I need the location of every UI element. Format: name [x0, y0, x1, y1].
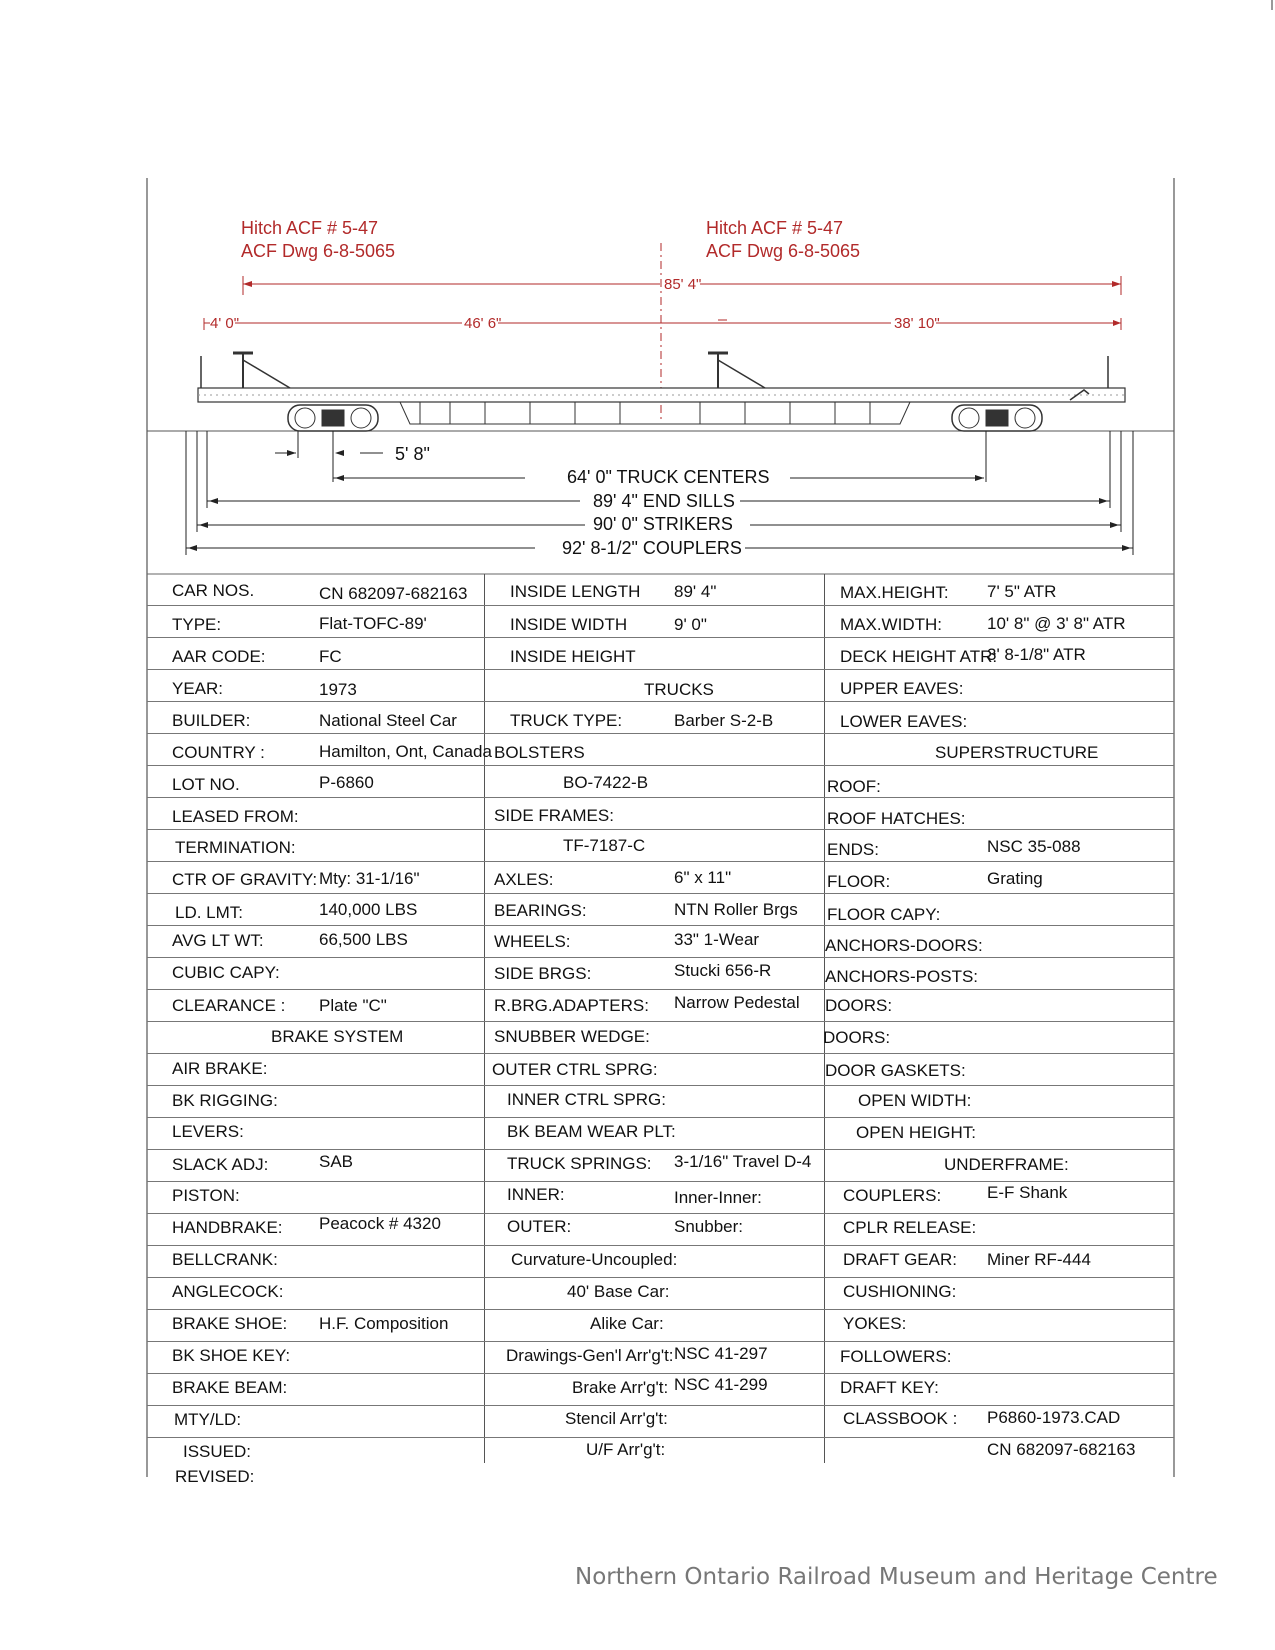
aar-code-value: FC: [319, 647, 342, 666]
wheels-label: WHEELS:: [494, 932, 571, 951]
floor-value: Grating: [987, 869, 1043, 888]
inner-ctrl-sprg-label: INNER CTRL SPRG:: [507, 1090, 667, 1109]
truck-type-label: TRUCK TYPE:: [510, 711, 623, 730]
draft-gear-label: DRAFT GEAR:: [843, 1250, 957, 1269]
underframe-header: UNDERFRAME:: [944, 1155, 1069, 1174]
bolsters-label: BOLSTERS: [494, 743, 585, 762]
draft-gear-value: Miner RF-444: [987, 1250, 1091, 1269]
country-label: COUNTRY :: [172, 743, 265, 762]
outer-ctrl-sprg-label: OUTER CTRL SPRG:: [492, 1060, 658, 1079]
outer-label: OUTER:: [507, 1217, 572, 1236]
lot-no-label: LOT NO.: [172, 775, 240, 794]
cushioning-label: CUSHIONING:: [843, 1282, 957, 1301]
couplers-value: E-F Shank: [987, 1183, 1068, 1202]
base-car-label: 40' Base Car:: [567, 1282, 670, 1301]
axles-label: AXLES:: [494, 870, 554, 889]
classbook-label: CLASSBOOK :: [843, 1409, 958, 1428]
hitch-annotation-left: [241, 218, 395, 261]
slack-adj-label: SLACK ADJ:: [172, 1155, 269, 1174]
dim-axle-label: 5' 8": [395, 444, 430, 464]
piston-label: PISTON:: [172, 1186, 240, 1205]
uf-arrgt-label: U/F Arr'g't:: [586, 1440, 666, 1459]
classbook-value: P6860-1973.CAD: [987, 1408, 1121, 1427]
hitch-left-line1: Hitch ACF # 5-47: [241, 218, 379, 238]
mty-ld-label: MTY/LD:: [174, 1410, 242, 1429]
door-gaskets-label: DOOR GASKETS:: [825, 1061, 966, 1080]
handbrake-label: HANDBRAKE:: [172, 1218, 283, 1237]
open-width-label: OPEN WIDTH:: [858, 1091, 972, 1110]
floor-capy-label: FLOOR CAPY:: [827, 905, 941, 924]
adapters-value: Narrow Pedestal: [674, 993, 800, 1012]
inner-value: Inner-Inner:: [674, 1188, 762, 1207]
handbrake-value: Peacock # 4320: [319, 1214, 441, 1233]
ld-lmt-label: LD. LMT:: [175, 903, 244, 922]
wheels-value: 33" 1-Wear: [674, 930, 760, 949]
inside-width-label: INSIDE WIDTH: [510, 615, 628, 634]
max-width-label: MAX.WIDTH:: [840, 615, 942, 634]
dim-right-label: 38' 10": [894, 315, 940, 332]
gen-arrgt-label: Drawings-Gen'l Arr'g't:: [506, 1346, 674, 1365]
roof-label: ROOF:: [827, 777, 881, 796]
dim-truck-centers-label: 64' 0" TRUCK CENTERS: [567, 467, 770, 487]
hitch-left-line2: ACF Dwg 6-8-5065: [241, 241, 396, 261]
gen-arrgt-value: NSC 41-297: [674, 1344, 768, 1363]
anglecock-label: ANGLECOCK:: [172, 1282, 284, 1301]
builder-value: National Steel Car: [319, 711, 457, 730]
ends-label: ENDS:: [827, 840, 879, 859]
truck-type-value: Barber S-2-B: [674, 711, 774, 730]
dim-end-label: 4' 0": [210, 315, 240, 332]
bolsters-value: BO-7422-B: [563, 773, 649, 792]
cog-value: Mty: 31-1/16": [319, 869, 420, 888]
max-height-value: 7' 5" ATR: [987, 582, 1057, 601]
brake-shoe-label: BRAKE SHOE:: [172, 1314, 288, 1333]
inside-length-label: INSIDE LENGTH: [510, 582, 641, 601]
dim-end-sills-label: 89' 4" END SILLS: [593, 491, 735, 511]
car-range-value: CN 682097-682163: [987, 1440, 1136, 1459]
roof-hatches-label: ROOF HATCHES:: [827, 809, 966, 828]
open-height-label: OPEN HEIGHT:: [856, 1123, 976, 1142]
avg-lt-wt-label: AVG LT WT:: [172, 931, 264, 950]
dim-overall-label: 85' 4": [664, 276, 702, 293]
hitch-annotation-right: [706, 218, 860, 261]
brake-beam-label: BRAKE BEAM:: [172, 1378, 288, 1397]
lower-eaves-label: LOWER EAVES:: [840, 712, 968, 731]
inside-height-label: INSIDE HEIGHT: [510, 647, 636, 666]
lot-no-value: P-6860: [319, 773, 374, 792]
side-frames-label: SIDE FRAMES:: [494, 806, 614, 825]
brake-shoe-value: H.F. Composition: [319, 1314, 449, 1333]
truck-springs-value: 3-1/16" Travel D-4: [674, 1152, 812, 1171]
max-height-label: MAX.HEIGHT:: [840, 583, 949, 602]
hitch-right-line1: Hitch ACF # 5-47: [706, 218, 844, 238]
dim-upper: [204, 315, 1121, 332]
deck-height-value: 3' 8-1/8" ATR: [987, 645, 1086, 664]
adapters-label: R.BRG.ADAPTERS:: [494, 996, 649, 1015]
year-value: 1973: [319, 680, 357, 699]
inside-length-value: 89' 4": [674, 582, 717, 601]
bellcrank-label: BELLCRANK:: [172, 1250, 278, 1269]
termination-label: TERMINATION:: [175, 838, 296, 857]
ld-lmt-value: 140,000 LBS: [319, 900, 418, 919]
brake-arrgt-label: Brake Arr'g't:: [572, 1378, 669, 1397]
doors-label-1: DOORS:: [825, 996, 893, 1015]
slack-adj-value: SAB: [319, 1152, 354, 1171]
side-brgs-label: SIDE BRGS:: [494, 964, 592, 983]
upper-eaves-label: UPPER EAVES:: [840, 679, 964, 698]
country-value: Hamilton, Ont, Canada: [319, 742, 492, 761]
bk-beam-wear-label: BK BEAM WEAR PLT:: [507, 1122, 676, 1141]
clearance-label: CLEARANCE :: [172, 996, 286, 1015]
anchors-posts-label: ANCHORS-POSTS:: [825, 967, 979, 986]
car-nos-label: CAR NOS.: [172, 581, 255, 600]
dim-strikers-label: 90' 0" STRIKERS: [593, 514, 733, 534]
dim-overall: [243, 276, 1121, 295]
cubic-capy-label: CUBIC CAPY:: [172, 963, 280, 982]
bk-rigging-label: BK RIGGING:: [172, 1091, 278, 1110]
floor-label: FLOOR:: [827, 872, 891, 891]
yokes-label: YOKES:: [843, 1314, 907, 1333]
avg-lt-wt-value: 66,500 LBS: [319, 930, 408, 949]
aar-code-label: AAR CODE:: [172, 647, 266, 666]
draft-key-label: DRAFT KEY:: [840, 1378, 939, 1397]
side-brgs-value: Stucki 656-R: [674, 961, 772, 980]
alike-car-label: Alike Car:: [590, 1314, 664, 1333]
truck-springs-label: TRUCK SPRINGS:: [507, 1154, 652, 1173]
levers-label: LEVERS:: [172, 1122, 244, 1141]
deck-height-label: DECK HEIGHT ATR:: [840, 647, 998, 666]
revised-label: REVISED:: [175, 1467, 255, 1486]
max-width-value: 10' 8" @ 3' 8" ATR: [987, 614, 1126, 633]
brake-arrgt-value: NSC 41-299: [674, 1375, 768, 1394]
axles-value: 6" x 11": [674, 868, 732, 887]
type-label: TYPE:: [172, 615, 222, 634]
museum-credit: Northern Ontario Railroad Museum and Heritage Centre: [575, 1564, 1218, 1590]
bk-shoe-key-label: BK SHOE KEY:: [172, 1346, 291, 1365]
issued-label: ISSUED:: [183, 1442, 252, 1461]
air-brake-label: AIR BRAKE:: [172, 1059, 268, 1078]
ends-value: NSC 35-088: [987, 837, 1081, 856]
trucks-header: TRUCKS: [644, 680, 714, 699]
dim-couplers-label: 92' 8-1/2" COUPLERS: [562, 538, 742, 558]
superstructure-header: SUPERSTRUCTURE: [935, 743, 1099, 762]
snubber-wedge-label: SNUBBER WEDGE:: [494, 1027, 650, 1046]
brake-system-header: BRAKE SYSTEM: [271, 1027, 404, 1046]
leased-from-label: LEASED FROM:: [172, 807, 299, 826]
type-value: Flat-TOFC-89': [319, 614, 427, 633]
bearings-label: BEARINGS:: [494, 901, 587, 920]
bearings-value: NTN Roller Brgs: [674, 900, 798, 919]
builder-label: BUILDER:: [172, 711, 251, 730]
inside-width-value: 9' 0": [674, 615, 707, 634]
stencil-arrgt-label: Stencil Arr'g't:: [565, 1409, 668, 1428]
dim-left-label: 46' 6": [464, 315, 502, 332]
outer-value: Snubber:: [674, 1217, 743, 1236]
hitch-right-line2: ACF Dwg 6-8-5065: [706, 241, 861, 261]
doors-label-2: DOORS:: [823, 1028, 891, 1047]
car-nos-value: CN 682097-682163: [319, 584, 468, 603]
side-frames-value: TF-7187-C: [563, 836, 646, 855]
year-label: YEAR:: [172, 679, 224, 698]
clearance-value: Plate "C": [319, 996, 387, 1015]
cplr-release-label: CPLR RELEASE:: [843, 1218, 977, 1237]
curvature-label: Curvature-Uncoupled:: [511, 1250, 678, 1269]
followers-label: FOLLOWERS:: [840, 1347, 952, 1366]
anchors-doors-label: ANCHORS-DOORS:: [825, 936, 983, 955]
inner-label: INNER:: [507, 1185, 565, 1204]
couplers-label: COUPLERS:: [843, 1186, 942, 1205]
cog-label: CTR OF GRAVITY:: [172, 870, 318, 889]
